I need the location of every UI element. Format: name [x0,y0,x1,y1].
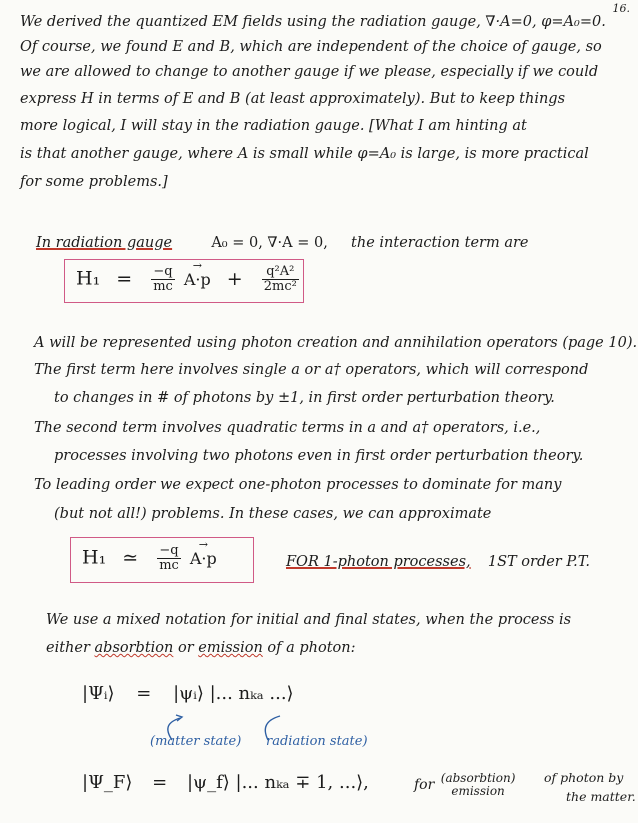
final-state-equation [82,772,369,793]
h1-lhs: H₁ [76,267,101,290]
final-tail-2: the matter. [566,789,636,804]
h1-frac2-denominator: 2mc² [263,279,297,294]
radiation-state-note: radiation state) [266,734,368,749]
middle-line-2: The first term here involves single a or a† operators, which will correspond [34,362,589,378]
matter-state-note: (matter state) [150,734,242,749]
final-state-equals: = [152,772,168,793]
middle-line-1: A will be represented using photon creation and annihilation operators (page 10). [34,335,638,351]
stack-emission: emission [451,784,505,798]
intro-line-3: we are allowed to change to another gauge if we please, especially if we could [20,64,599,80]
notation-either: either [46,640,90,656]
middle-line-3: to changes in # of photons by ±1, in first order perturbation theory. [54,390,555,406]
h1-frac1-denominator: mc [153,279,173,294]
one-photon-note: FOR 1-photon processes, [286,554,471,570]
initial-state-equals: = [136,683,152,704]
emission-word: emission [198,640,263,656]
h1-equals: = [116,267,133,290]
interaction-term-text: the interaction term are [351,235,529,251]
radiation-state-label: radiation state [266,734,363,749]
initial-state-lhs: |Ψᵢ⟩ [82,683,115,704]
radiation-gauge-label: In radiation gauge [36,235,173,251]
final-for: for [414,777,435,793]
final-state-lhs: |Ψ_F⟩ [82,772,133,793]
gauge-conditions: A₀ = 0, ∇·A = 0, [211,235,328,251]
h1-approx-symbol: ≃ [122,546,139,569]
h1-approx-term: → A·p [190,549,217,568]
h1-frac2-numerator: q²A² [266,264,295,279]
matter-state-label: matter state [155,734,237,749]
initial-state-rhs: |ψᵢ⟩ |... nₖₐ ...⟩ [173,683,294,704]
intro-line-5: more logical, I will stay in the radiation gauge. [What I am hinting at [20,118,527,134]
middle-line-4: The second term involves quadratic terms in a and a† operators, i.e., [34,420,541,436]
middle-line-5: processes involving two photons even in first order perturbation theory. [54,448,584,464]
final-state-condition [414,772,517,798]
h1-approx-lhs: H₁ [82,546,107,569]
h1-frac1-numerator: −q [153,264,173,279]
intro-line-4: express H in terms of E and B (at least approximately). But to keep things [20,91,566,107]
middle-line-7: (but not all!) problems. In these cases, we can approximate [54,506,492,522]
notation-line-1: We use a mixed notation for initial and final states, when the process is [46,612,572,628]
absorption-word: absorbtion [94,640,174,656]
absorption-emission-stack [441,772,516,798]
page-number: 16. [612,2,630,15]
stack-absorption: (absorbtion) [440,771,516,785]
intro-line-1: We derived the quantized EM fields using the radiation gauge, ∇·A=0, φ=A₀=0. [20,14,606,30]
intro-line-2: Of course, we found E and B, which are independent of the choice of gauge, so [20,39,602,55]
h1-term-a-dot-p: → A·p [184,270,211,289]
final-tail-1: of photon by [544,770,624,785]
middle-line-6: To leading order we expect one-photon processes to dominate for many [34,477,562,493]
h1-approx-numerator: −q [159,543,179,558]
notation-tail: of a photon: [267,640,356,656]
final-state-rhs: |ψ_f⟩ |... nₖₐ ∓ 1, ...⟩, [186,772,369,793]
intro-line-7: for some problems.] [20,174,168,190]
first-order-note: 1ST order P.T. [487,554,590,570]
notation-or: or [177,640,194,656]
intro-line-6: is that another gauge, where A is small while φ=A₀ is large, is more practical [20,146,589,162]
h1-plus: + [226,267,243,290]
h1-approx-denominator: mc [159,558,179,573]
